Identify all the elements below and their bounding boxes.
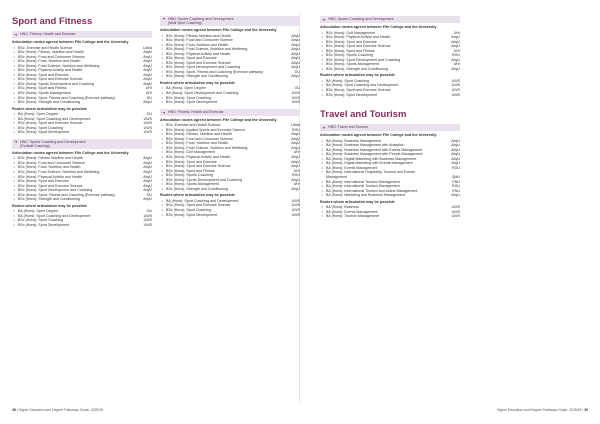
institution-code: AbyU — [451, 161, 460, 166]
block-title: HND: Sports Coaching and Development — [168, 16, 234, 21]
institution-code: QMU — [451, 174, 460, 179]
institution-code: RGU — [292, 173, 300, 178]
possible-routes-heading: Routes where articulation may be possible — [12, 203, 87, 208]
page-number-right: 39 — [584, 408, 588, 412]
institution-code: UHI — [453, 62, 460, 67]
college-routes-heading: Articulation routes agreed between Fife College and the University — [12, 150, 129, 155]
institution-code: AbyU — [451, 39, 460, 44]
course-name: • BSc (Hons): Sport Development — [18, 130, 70, 135]
college-course-list — [320, 31, 460, 72]
course-name: • BSc: Exercise and Health Science — [166, 123, 221, 128]
course-name: • BSc (Hons): Applied Sports and Exercise Science — [166, 127, 246, 132]
course-name: • BA (Hons): Marketing and Business Management — [326, 193, 405, 198]
course-name: • BSc (Hons): Sport Development and Coaching — [18, 188, 93, 193]
college-routes-heading: Articulation routes agreed between Fife College and the University — [320, 133, 437, 138]
course-name: • BSc (Hons): Sports Management — [18, 90, 71, 95]
course-name: • BSc (Hons): Fitness, Nutrition and Health — [18, 50, 84, 55]
course-name: • BA (Hons): International Tourism and Airline Management — [326, 188, 418, 193]
arrow-right-icon: ➜ — [14, 32, 18, 37]
course-name: • BA (Hons): Business Management with Analytics — [326, 143, 404, 148]
course-item — [160, 74, 300, 79]
course-name: • BA (Hons): Sport Coaching — [326, 78, 370, 83]
block-b4 — [160, 109, 300, 217]
college-routes-heading: Articulation routes agreed between Fife College and the University — [160, 28, 277, 32]
course-name: • BA (Hons): Sport Coaching and Development — [166, 198, 239, 203]
college-course-list — [160, 123, 300, 191]
institution-code: UWS — [291, 207, 300, 212]
course-name: • BSc (Hons): Sport and Exercise Science — [166, 203, 231, 208]
footer-left: 38 | Higher Education and Degree Pathways Guide, 2025/26 — [12, 408, 104, 412]
institution-code: AbyU — [291, 141, 300, 146]
institution-code: UWS — [291, 203, 300, 208]
course-name: • BSc (Hons): Sport, Fitness and Coaching (Exercise pathway) — [166, 69, 264, 74]
institution-code: OU — [294, 86, 300, 91]
possible-course-list — [12, 112, 152, 135]
course-name: • BA (Hons): Tourism Management — [326, 214, 379, 219]
institution-code: AbyU — [143, 174, 152, 179]
institution-code: OU — [146, 209, 152, 214]
institution-code: AbyU — [291, 38, 300, 43]
college-course-list — [12, 156, 152, 201]
course-name: • BSc (Hons): Strength and Conditioning — [18, 197, 80, 202]
institution-code: UWS — [451, 88, 460, 93]
institution-code: AbyU — [143, 100, 152, 105]
course-name: • BSc (Hons): Physical Activity and Health — [18, 174, 83, 179]
course-name: • BSc (Hons): Food Science, Nutrition and Wellbeing — [18, 63, 100, 68]
course-name: • BSc (Hons): Sports Management — [326, 62, 379, 67]
course-name: • BSc (Hons): Sports Management — [166, 182, 219, 187]
course-name: • BSc (Hons): Sports Development and Coaching — [18, 81, 95, 86]
college-routes-heading: Articulation routes agreed between Fife College and the University — [12, 40, 129, 44]
institution-code: UHI — [453, 30, 460, 35]
institution-code: AbyU — [291, 164, 300, 169]
course-name: • BSc (Hons): Sport and Exercise Science — [326, 44, 391, 49]
course-name: • BSc (Hons): Sport and Exercise Science — [18, 183, 83, 188]
course-name: • BA (Hons): Sport Coaching and Development — [18, 116, 91, 121]
course-name: • BSc: Exercise and Health Science — [18, 45, 73, 50]
college-course-list — [12, 46, 152, 105]
institution-code: DU — [146, 95, 152, 100]
block-title: HND: Travel and Tourism — [328, 125, 369, 130]
institution-code: UWS — [291, 95, 300, 100]
course-name: • BSc (Hons): Sport Coaching — [18, 125, 64, 130]
course-name: • BA (Hons): Business Management — [326, 138, 381, 143]
course-name: • BSc (Hons): Sport and Exercise Science — [166, 60, 231, 65]
institution-code: RGU — [292, 127, 300, 132]
course-name: • BSc (Hons): Sport, Fitness and Coaching (Exercise pathway) — [18, 192, 116, 197]
course-name: • BSc (Hons): Sport, Fitness and Coaching (Exercise pathway) — [18, 95, 116, 100]
institution-code: AbyU — [143, 63, 152, 68]
block-title: HNC: Sports Coaching and Development — [20, 139, 86, 144]
course-name: • BSc (Hons): Sport Development — [18, 222, 70, 227]
course-item — [320, 67, 460, 72]
arrow-right-icon: ➜ — [322, 17, 326, 22]
possible-routes-heading: Routes where articulation may be possible — [320, 73, 395, 78]
block-header — [320, 124, 460, 131]
institution-code: UWS — [451, 92, 460, 97]
course-name: • BSc (Hons): Food, Nutrition and Health — [18, 59, 81, 64]
course-name: • BSc (Hons): Food and Consumer Science — [18, 54, 85, 59]
institution-code: AbyU — [291, 51, 300, 56]
institution-code: UWS — [291, 91, 300, 96]
course-name: • BA (Hons): Sport Development and Coaching — [166, 91, 239, 96]
course-name: • BA (Hons): Business — [326, 205, 359, 210]
institution-code: UWS — [143, 125, 152, 130]
course-item — [320, 170, 460, 179]
block-header — [160, 109, 300, 116]
arrow-right-icon: ➜ — [162, 16, 166, 21]
course-name: • BSc (Hons): Sport and Fitness — [18, 86, 67, 91]
course-name: • BSc (Hons): Sport and Exercise Science — [326, 88, 391, 93]
course-name: • BSc (Hons): Sport Coaching — [18, 218, 64, 223]
institution-code: AbyU — [291, 56, 300, 61]
institution-code: UWS — [451, 214, 460, 219]
page-number-left: 38 — [12, 408, 16, 412]
block-header — [320, 16, 460, 23]
course-name: • BA (Hons): Sport Coaching and Development — [326, 83, 399, 88]
institution-code: AbyU — [291, 60, 300, 65]
institution-code: AbyU — [291, 136, 300, 141]
institution-code: AbyU — [143, 183, 152, 188]
course-name: • BA (Hons): Events Management — [326, 209, 378, 214]
course-name: • BSc (Hons): Food, Nutrition and Health — [166, 42, 229, 47]
block-subtitle: (Multi Sport Coaching) — [168, 21, 202, 26]
possible-course-list — [320, 205, 460, 219]
course-name: • BSc (Hons): Sport and Exercise Science — [166, 164, 231, 169]
institution-code: RGU — [452, 53, 460, 58]
institution-code: AbyU — [143, 179, 152, 184]
institution-code: UWS — [143, 116, 152, 121]
possible-routes-heading: Routes where articulation may be possible — [12, 106, 87, 111]
course-name: • BSc (Hons): Sport and Exercise — [166, 159, 217, 164]
course-name: • BA (Hons): Sport Coaching and Development — [18, 213, 91, 218]
course-name: • BSc (Hons): Food and Consumer Science — [166, 38, 233, 43]
course-name: • BSc (Hons): Sport Development and Coaching — [166, 65, 241, 70]
course-item — [160, 100, 300, 105]
college-routes-heading: Articulation routes agreed between Fife College and the University — [160, 117, 277, 122]
institution-code: AbyU — [451, 138, 460, 143]
course-name: • BSc (Hons): Food Science, Nutrition and Wellbeing — [166, 145, 248, 150]
institution-code: UWS — [143, 121, 152, 126]
institution-code: AbyU — [291, 65, 300, 70]
institution-code: UHI — [293, 182, 300, 187]
course-name: • BA (Hons): Digital Marketing with Business Management — [326, 156, 417, 161]
course-name: • BSc (Hons): Food Science, Nutrition and Wellbeing — [166, 47, 248, 52]
institution-code: AbyU — [143, 50, 152, 55]
block-b5 — [320, 16, 460, 97]
course-name: • BSc (Hons): Fitness, Nutrition and Health — [166, 132, 232, 137]
arrow-right-icon: ➜ — [14, 138, 18, 144]
institution-code: DU — [146, 192, 152, 197]
course-name: • BSc (Hons): Sport Development — [166, 212, 218, 217]
institution-code: DU — [294, 69, 300, 74]
course-item — [160, 213, 300, 218]
course-name: • BA (Hons): Open Degree — [166, 86, 206, 91]
block-header — [12, 31, 152, 38]
institution-code: AbyU — [291, 154, 300, 159]
course-name: • BSc (Hons): Sport and Exercise — [326, 39, 377, 44]
course-name: • BA (Hons): International Tourism Management — [326, 184, 400, 189]
course-name: • BSc (Hons): Sport and Exercise — [18, 72, 69, 77]
course-item — [160, 187, 300, 192]
institution-code: RGU — [452, 184, 460, 189]
institution-code: UWS — [291, 100, 300, 105]
course-name: • BSc (Hons): Sports Development and Coaching — [166, 177, 243, 182]
institution-code: AbyU — [143, 197, 152, 202]
institution-code: AbyU — [451, 143, 460, 148]
course-name: • BA (Hons): Open Degree — [18, 209, 58, 214]
course-name: • BSc (Hons): Physical Activity and Health — [166, 51, 231, 56]
institution-code: AbyU — [451, 66, 460, 71]
course-name: • BSc (Hons): Strength and Conditioning — [166, 186, 228, 191]
block-title: HND: Fitness, Health and Exercise — [168, 109, 224, 114]
college-course-list — [320, 139, 460, 198]
institution-code: UHI — [453, 48, 460, 53]
block-b3 — [160, 16, 300, 105]
block-b6 — [320, 124, 460, 219]
course-name: • BA (Hons): Digital Marketing with Events Management — [326, 161, 413, 166]
institution-code: UWS — [451, 205, 460, 210]
course-name: • BSc (Hons): Food Science, Nutrition and Wellbeing — [18, 169, 100, 174]
course-name: • BA (Hons): International Tourism Management — [326, 179, 400, 184]
institution-code: UWS — [143, 130, 152, 135]
course-name: • BA (Hons): Business Management with People Management — [326, 152, 423, 157]
institution-code: UHI — [145, 90, 152, 95]
institution-code: AbyU — [451, 57, 460, 62]
institution-code: UAbd — [143, 45, 152, 50]
course-name: • BSc (Hons): Sports Coaching — [326, 53, 373, 58]
block-subtitle: (Football Coaching) — [20, 143, 50, 148]
institution-code: AbyU — [143, 59, 152, 64]
column-3 — [320, 16, 460, 223]
institution-code: AbyU — [451, 193, 460, 198]
footer-right: Higher Education and Degree Pathways Guide, 2025/26 | 39 — [496, 408, 588, 412]
course-name: • BSc (Hons): Sport and Exercise — [18, 179, 69, 184]
institution-code: AbyU — [291, 33, 300, 38]
course-item — [12, 130, 152, 135]
possible-routes-heading: Routes where articulation may be possible — [160, 80, 235, 85]
guide-title-right: Higher Education and Degree Pathways Guide, 2025/26 — [496, 408, 582, 412]
institution-code: AbyU — [143, 188, 152, 193]
institution-code: UWS — [451, 83, 460, 88]
course-name: • BSc (Hons): Sport Coaching — [166, 207, 212, 212]
possible-routes-heading: Routes where articulation may be possible — [320, 199, 395, 204]
course-item — [320, 214, 460, 219]
course-name: • BSc (Hons): Sport and Fitness — [166, 168, 215, 173]
column-2 — [160, 16, 300, 221]
institution-code: AbyU — [143, 77, 152, 82]
course-name: • BSc (Hons): Food, Nutrition and Health — [18, 165, 81, 170]
institution-code: AbyU — [143, 160, 152, 165]
college-course-list — [160, 34, 300, 79]
arrow-right-icon: ➜ — [162, 109, 166, 115]
institution-code: AbyU — [143, 68, 152, 73]
course-name: • BA (Hons): Business Management with Events Management — [326, 147, 423, 152]
course-name: • BSc (Hons): Golf Management — [166, 150, 215, 155]
institution-code: AbyU — [291, 145, 300, 150]
institution-code: AbyU — [451, 44, 460, 49]
institution-code: AbyU — [291, 159, 300, 164]
course-name: • BA (Hons): Open Degree — [18, 112, 58, 117]
course-name: • BSc (Hons): Physical Activity and Health — [326, 35, 391, 40]
course-name: • BSc (Hons): Sport Coaching — [166, 95, 212, 100]
institution-code: AbyU — [143, 156, 152, 161]
course-item — [12, 100, 152, 105]
course-name: • BSc (Hons): Sport Development — [166, 100, 218, 105]
possible-course-list — [160, 86, 300, 104]
course-item — [320, 93, 460, 98]
course-name: • BSc (Hons): Fitness Nutrition and Health — [166, 33, 231, 38]
institution-code: AbyU — [291, 74, 300, 79]
institution-code: AbyU — [143, 169, 152, 174]
institution-code: AbyU — [291, 177, 300, 182]
guide-title-left: Higher Education and Degree Pathways Guide, 2025/26 — [18, 408, 104, 412]
block-title: HNC: Fitness, Health and Exercise — [20, 32, 76, 36]
institution-code: AbyU — [143, 72, 152, 77]
course-name: • BSc (Hons): Food and Consumer Science — [18, 160, 85, 165]
course-item — [12, 223, 152, 228]
college-routes-heading: Articulation routes agreed between Fife College and the University — [320, 25, 437, 29]
course-name: • BSc (Hons): Physical Activity and Health — [18, 68, 83, 73]
section-title-sport: Sport and Fitness — [12, 16, 93, 27]
institution-code: AbyU — [143, 81, 152, 86]
course-name: • BSc (Hons): Food and Consumer Science — [166, 136, 233, 141]
block-title: HND: Sports Coaching and Development — [328, 17, 394, 21]
institution-code: ENU — [452, 188, 460, 193]
course-name: • BSc (Hons): Sports Coaching — [166, 173, 213, 178]
block-header — [12, 139, 152, 149]
course-name: • BSc (Hons): Sport and Exercise Science — [18, 121, 83, 126]
possible-course-list — [160, 199, 300, 217]
course-name: • BSc (Hons): Sport Development — [326, 92, 378, 97]
course-name: • BSc (Hons): Strength and Conditioning — [18, 100, 80, 105]
course-item — [12, 197, 152, 202]
possible-course-list — [320, 79, 460, 97]
institution-code: AbyU — [451, 156, 460, 161]
institution-code: UWS — [451, 209, 460, 214]
course-name: • BSc (Hons): Fitness Nutrition and Health — [18, 156, 83, 161]
institution-code: AbyU — [291, 42, 300, 47]
block-b2 — [12, 139, 152, 228]
course-name: • BSc (Hons): Sport and Exercise — [166, 56, 217, 61]
block-header — [160, 16, 300, 26]
possible-routes-heading: Routes where articulation may be possible — [160, 193, 235, 198]
arrow-right-icon: ➜ — [322, 125, 326, 131]
institution-code: UHI — [145, 86, 152, 91]
institution-code: AbyU — [291, 186, 300, 191]
institution-code: UWS — [291, 212, 300, 217]
course-name: • BSc (Hons): Strength and Conditioning — [166, 74, 228, 79]
institution-code: UWS — [451, 78, 460, 83]
institution-code: UWS — [143, 218, 152, 223]
institution-code: UAbd — [291, 123, 300, 128]
institution-code: UHI — [293, 168, 300, 173]
block-b1 — [12, 31, 152, 135]
course-name: • BSc (Hons): Golf Management — [326, 30, 375, 35]
course-name: • BSc (Hons): Strength and Conditioning — [326, 66, 388, 71]
institution-code: UHI — [293, 150, 300, 155]
institution-code: ENU — [452, 179, 460, 184]
institution-code: UWS — [291, 198, 300, 203]
institution-code: RGU — [452, 165, 460, 170]
column-1 — [12, 16, 152, 232]
institution-code: UWS — [143, 222, 152, 227]
course-name: • BSc (Hons): Sport and Fitness — [326, 48, 375, 53]
institution-code: AbyU — [143, 165, 152, 170]
course-name: • BSc (Hons): Physical Activity and Health — [166, 154, 231, 159]
institution-code: OU — [146, 112, 152, 117]
course-name: • BSc (Hons): Sport Development and Coaching — [326, 57, 401, 62]
course-name: • BA (Hons): International Hospitality, Tourism and Events Management — [326, 170, 415, 179]
institution-code: AbyU — [291, 47, 300, 52]
institution-code: AbyU — [291, 132, 300, 137]
institution-code: AbyU — [143, 54, 152, 59]
institution-code: AbyU — [451, 152, 460, 157]
institution-code: AbyU — [451, 147, 460, 152]
course-name: • BSc (Hons): Food, Nutrition and Health — [166, 141, 229, 146]
course-name: • BA (Hons): Events Management — [326, 165, 378, 170]
possible-course-list — [12, 209, 152, 227]
institution-code: UWS — [143, 213, 152, 218]
course-name: • BSc (Hons): Sport and Exercise Science — [18, 77, 83, 82]
section-title-travel: Travel and Tourism — [320, 109, 407, 121]
institution-code: AbyU — [451, 35, 460, 40]
course-item — [320, 193, 460, 198]
